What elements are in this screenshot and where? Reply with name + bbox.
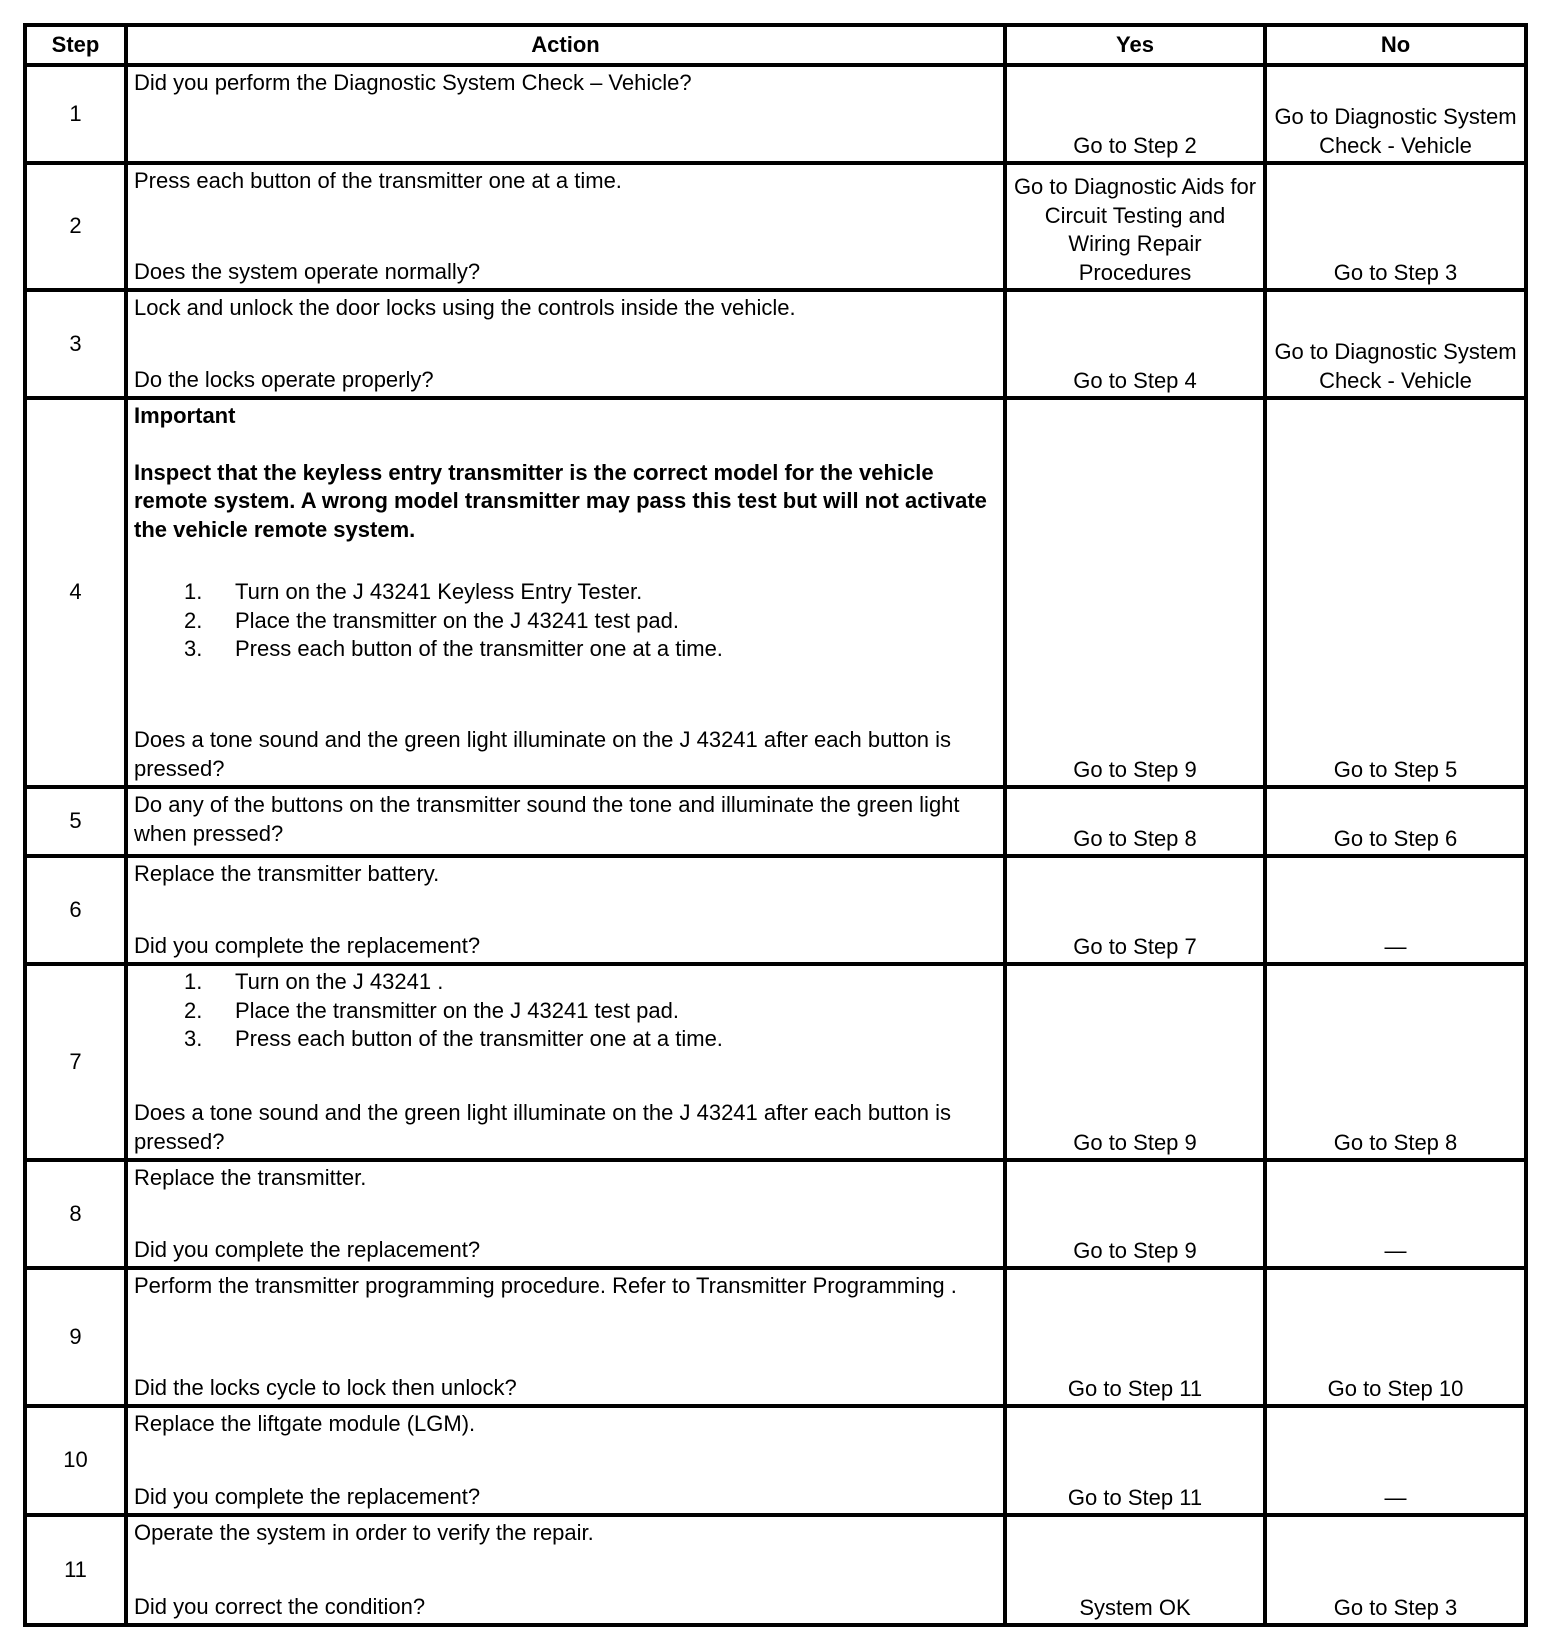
no-result: Go to Diagnostic System Check - Vehicle [1265, 290, 1526, 398]
table-row [25, 787, 1526, 856]
yes-result: Go to Step 11 [1005, 1406, 1265, 1515]
step-number: 6 [25, 856, 126, 964]
no-result: Go to Step 6 [1265, 787, 1526, 856]
yes-result: Go to Step 8 [1005, 787, 1265, 856]
action-cell [126, 1406, 1005, 1515]
step-number: 4 [25, 398, 126, 787]
action-content [134, 1519, 997, 1621]
action-instructions [134, 167, 997, 196]
no-result: — [1265, 1406, 1526, 1515]
yes-result: Go to Step 7 [1005, 856, 1265, 964]
list-item [134, 578, 997, 607]
important-note: Inspect that the keyless entry transmitter is the correct model for the vehicle remote system. A wrong model transmitter may pass this test but will not activate the vehicle remote system. [134, 459, 987, 542]
instruction-text: Replace the transmitter battery. [134, 861, 440, 886]
yes-result: Go to Step 11 [1005, 1268, 1265, 1406]
action-instructions [134, 1272, 997, 1301]
action-cell [126, 65, 1005, 163]
question-text: Do any of the buttons on the transmitter sound the tone and illuminate the green light when pressed? [134, 792, 960, 846]
action-cell [126, 787, 1005, 856]
instruction-text: Press each button of the transmitter one at a time. [134, 168, 622, 193]
no-result: — [1265, 856, 1526, 964]
action-content [134, 1164, 997, 1264]
list-text: Turn on the J 43241 Keyless Entry Tester. [235, 579, 643, 604]
action-content [134, 1410, 997, 1511]
step-number: 7 [25, 964, 126, 1160]
instruction-text: Perform the transmitter programming procedure. Refer to Transmitter Programming . [134, 1273, 957, 1298]
step-number: 3 [25, 290, 126, 398]
question-text: Do the locks operate properly? [134, 366, 434, 392]
action-cell [126, 856, 1005, 964]
header-action: Action [126, 25, 1005, 65]
yes-result: Go to Step 9 [1005, 398, 1265, 787]
header-no: No [1265, 25, 1526, 65]
question-text: Does a tone sound and the green light illuminate on the J 43241 after each button is pressed? [134, 1100, 952, 1154]
action-content [134, 791, 997, 852]
step-number: 2 [25, 163, 126, 290]
question-text: Does the system operate normally? [134, 258, 481, 284]
instruction-text: Replace the liftgate module (LGM). [134, 1411, 476, 1436]
action-content [134, 167, 997, 286]
yes-result: Go to Diagnostic Aids for Circuit Testing and Wiring Repair Procedures [1005, 163, 1265, 290]
action-cell [126, 964, 1005, 1160]
table-row [25, 290, 1526, 398]
action-content [134, 294, 997, 394]
action-content [134, 69, 997, 159]
question-text: Did you complete the replacement? [134, 1483, 481, 1509]
table-row [25, 398, 1526, 787]
table-row [25, 163, 1526, 290]
header-step: Step [25, 25, 126, 65]
no-result: Go to Step 3 [1265, 1515, 1526, 1625]
action-cell [126, 398, 1005, 787]
question-text: Did you perform the Diagnostic System Check – Vehicle? [134, 70, 692, 95]
action-content [134, 1272, 997, 1402]
list-item [134, 997, 997, 1026]
action-instructions [134, 860, 997, 889]
spacer [134, 544, 997, 572]
list-number: 1. [184, 579, 203, 604]
list-item [134, 1025, 997, 1054]
action-instructions [134, 402, 997, 664]
list-text: Press each button of the transmitter one at a time. [235, 1026, 723, 1051]
action-cell [126, 1268, 1005, 1406]
table-row [25, 1160, 1526, 1268]
instruction-text: Lock and unlock the door locks using the controls inside the vehicle. [134, 295, 796, 320]
list-text: Place the transmitter on the J 43241 test pad. [235, 607, 679, 633]
question-text: Did the locks cycle to lock then unlock? [134, 1374, 517, 1400]
instruction-text: Replace the transmitter. [134, 1165, 367, 1190]
diagnostic-table [23, 23, 1528, 1627]
step-number: 8 [25, 1160, 126, 1268]
instruction-text: Operate the system in order to verify the repair. [134, 1520, 594, 1545]
yes-result: Go to Step 4 [1005, 290, 1265, 398]
question-text: Does a tone sound and the green light illuminate on the J 43241 after each button is pressed? [134, 727, 952, 781]
list-item [134, 607, 997, 636]
numbered-list [134, 578, 997, 664]
action-content [134, 402, 997, 783]
important-label: Important [134, 403, 236, 428]
table-row [25, 1406, 1526, 1515]
no-result: Go to Diagnostic System Check - Vehicle [1265, 65, 1526, 163]
action-content [134, 860, 997, 960]
table-row [25, 1515, 1526, 1625]
no-result: Go to Step 5 [1265, 398, 1526, 787]
action-cell [126, 163, 1005, 290]
action-instructions [134, 1410, 997, 1439]
question-text: Did you correct the condition? [134, 1593, 426, 1619]
list-number: 3. [184, 1026, 203, 1051]
step-number: 5 [25, 787, 126, 856]
header-row [25, 25, 1526, 65]
step-number: 10 [25, 1406, 126, 1515]
action-instructions [134, 294, 997, 323]
question-text: Did you complete the replacement? [134, 1236, 481, 1262]
no-result: Go to Step 8 [1265, 964, 1526, 1160]
list-number: 2. [184, 997, 203, 1023]
step-number: 1 [25, 65, 126, 163]
table-row [25, 65, 1526, 163]
list-number: 1. [184, 969, 203, 994]
yes-result: Go to Step 9 [1005, 1160, 1265, 1268]
spacer [134, 431, 997, 459]
action-content [134, 968, 997, 1156]
step-number: 11 [25, 1515, 126, 1625]
list-text: Turn on the J 43241 . [235, 969, 444, 994]
list-text: Press each button of the transmitter one at a time. [235, 636, 723, 661]
list-number: 2. [184, 607, 203, 633]
action-cell [126, 290, 1005, 398]
action-instructions [134, 968, 997, 1054]
step-number: 9 [25, 1268, 126, 1406]
table-row [25, 964, 1526, 1160]
action-instructions [134, 1519, 997, 1548]
list-item [134, 635, 997, 664]
list-text: Place the transmitter on the J 43241 test pad. [235, 997, 679, 1023]
action-cell [126, 1515, 1005, 1625]
table-row [25, 856, 1526, 964]
table-row [25, 1268, 1526, 1406]
header-yes: Yes [1005, 25, 1265, 65]
no-result: — [1265, 1160, 1526, 1268]
yes-result: Go to Step 2 [1005, 65, 1265, 163]
yes-result: Go to Step 9 [1005, 964, 1265, 1160]
list-item [134, 968, 997, 997]
list-number: 3. [184, 636, 203, 661]
no-result: Go to Step 3 [1265, 163, 1526, 290]
yes-result: System OK [1005, 1515, 1265, 1625]
question-text: Did you complete the replacement? [134, 932, 481, 958]
action-instructions [134, 1164, 997, 1193]
numbered-list [134, 968, 997, 1054]
action-cell [126, 1160, 1005, 1268]
no-result: Go to Step 10 [1265, 1268, 1526, 1406]
